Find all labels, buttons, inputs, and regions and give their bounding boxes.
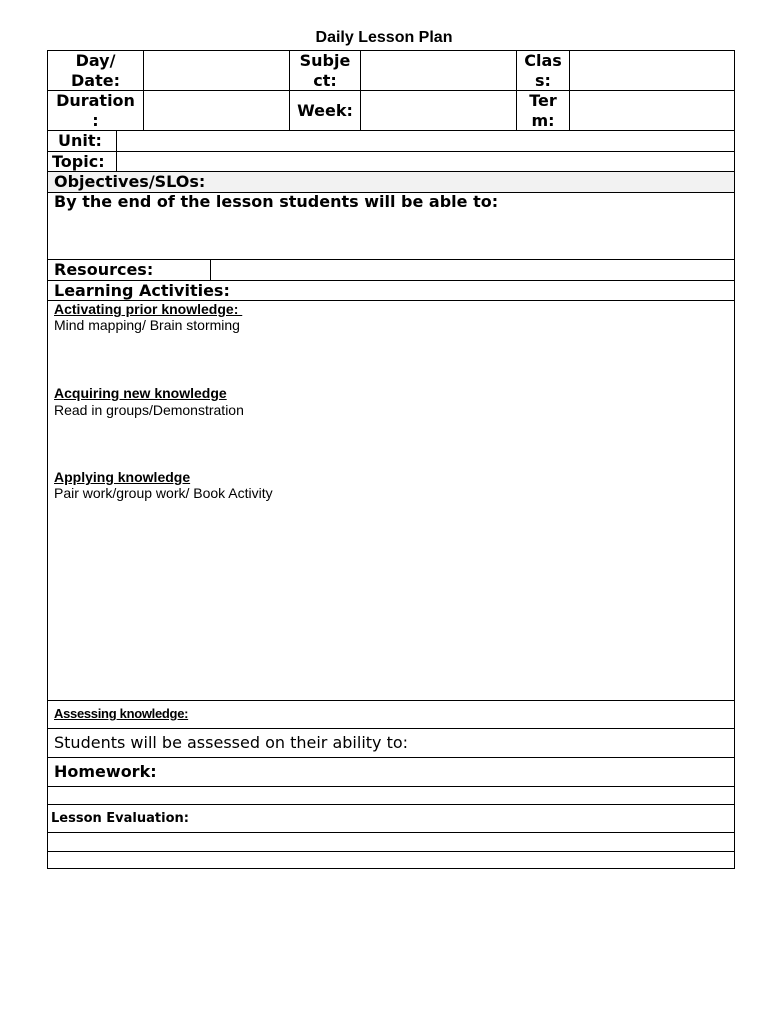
document-title: Daily Lesson Plan — [315, 29, 453, 46]
assessing-text: Students will be assessed on their ability to: — [54, 733, 409, 752]
homework-value[interactable] — [48, 787, 734, 804]
term-value[interactable] — [570, 91, 734, 130]
day-date-label: Day/ Date: — [71, 50, 120, 90]
subject-value[interactable] — [361, 51, 516, 90]
topic-value[interactable] — [117, 152, 734, 171]
activity-text-prior-knowledge: Mind mapping/ Brain storming — [54, 317, 240, 333]
activity-heading-prior-knowledge: Activating prior knowledge: — [54, 301, 243, 317]
row-divider — [47, 700, 735, 701]
assessing-knowledge-label: Assessing knowledge: — [54, 706, 189, 721]
resources-label: Resources: — [54, 260, 154, 279]
lesson-evaluation-value-1[interactable] — [48, 833, 734, 851]
week-value[interactable] — [361, 91, 516, 130]
learning-activities-label: Learning Activities: — [54, 280, 230, 300]
homework-label: Homework: — [54, 762, 157, 781]
objectives-intro: By the end of the lesson students will be able to: — [54, 192, 499, 211]
resources-value[interactable] — [211, 260, 734, 280]
activity-heading-applying-knowledge: Applying knowledge — [54, 469, 191, 485]
week-label: Week: — [297, 100, 353, 120]
activity-heading-new-knowledge: Acquiring new knowledge — [54, 385, 227, 401]
day-date-value[interactable] — [144, 51, 289, 90]
class-label: Clas s: — [524, 50, 562, 90]
lesson-evaluation-label: Lesson Evaluation: — [51, 810, 189, 826]
activity-text-applying-knowledge: Pair work/group work/ Book Activity — [54, 485, 273, 501]
activity-text-new-knowledge: Read in groups/Demonstration — [54, 402, 244, 418]
class-value[interactable] — [570, 51, 734, 90]
term-label: Ter m: — [529, 90, 557, 130]
duration-value[interactable] — [144, 91, 289, 130]
unit-label: Unit: — [58, 131, 102, 150]
subject-label: Subje ct: — [299, 50, 351, 90]
unit-value[interactable] — [117, 131, 734, 151]
topic-label: Topic: — [52, 151, 105, 171]
duration-label: Duration : — [56, 90, 135, 130]
objectives-label: Objectives/SLOs: — [54, 172, 206, 191]
lesson-evaluation-value-2[interactable] — [48, 852, 734, 868]
